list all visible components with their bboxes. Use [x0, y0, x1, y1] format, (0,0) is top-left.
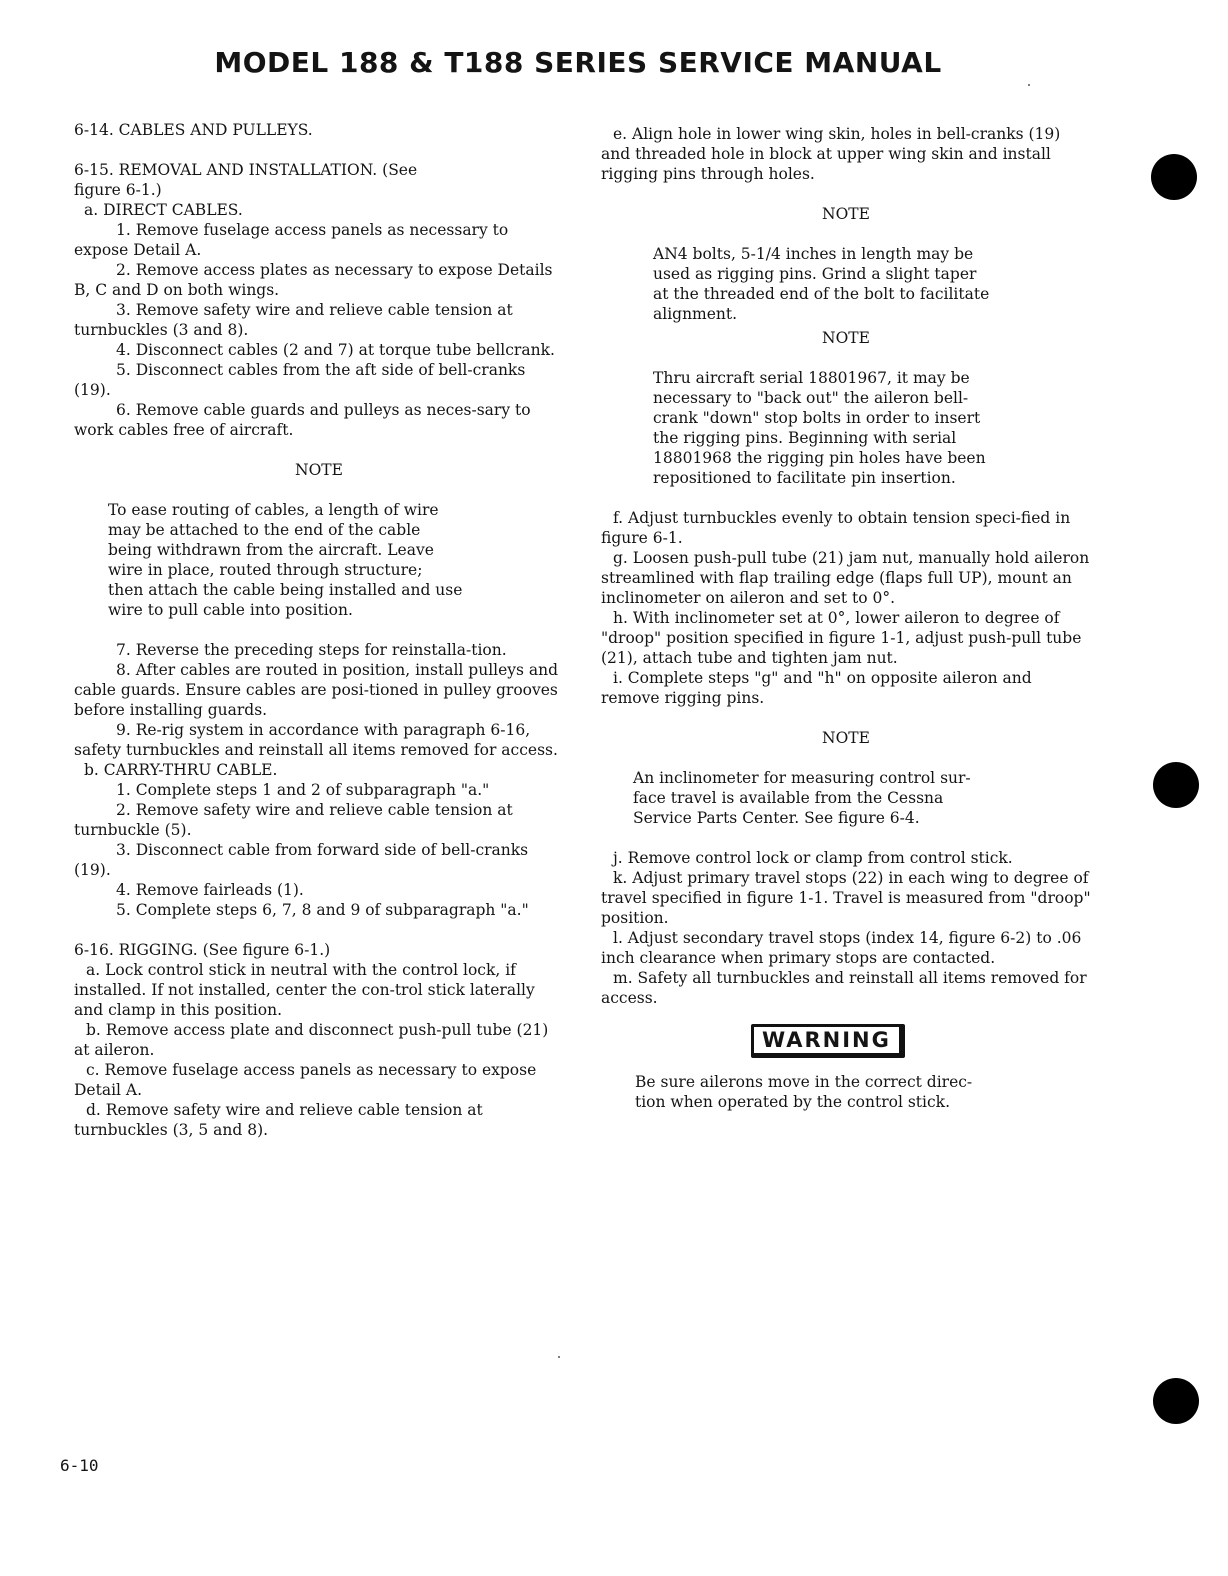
- warning-line: tion when operated by the control stick.: [635, 1093, 950, 1111]
- step-a5: 5. Disconnect cables from the aft side of bell-cranks (19).: [74, 361, 526, 399]
- rigging-step-e: e. Align hole in lower wing skin, holes in bell-cranks (19) and threaded hole in block at upper wing skin and install rigging pins through holes.: [601, 125, 1061, 183]
- note-body: [601, 244, 1091, 324]
- note-line: at the threaded end of the bolt to facilitate: [653, 285, 990, 303]
- left-column: [74, 120, 564, 1140]
- scan-speck: [558, 1356, 560, 1358]
- rigging-step-m: m. Safety all turnbuckles and reinstall all items removed for access.: [601, 969, 1087, 1007]
- note-line: AN4 bolts, 5-1/4 inches in length may be: [653, 245, 974, 263]
- note-line: wire to pull cable into position.: [108, 601, 353, 619]
- note-line: Thru aircraft serial 18801967, it may be: [653, 369, 970, 387]
- step-a1: 1. Remove fuselage access panels as necessary to expose Detail A.: [74, 221, 509, 259]
- rigging-step-c: c. Remove fuselage access panels as necessary to expose Detail A.: [74, 1061, 537, 1099]
- step-b4: 4. Remove fairleads (1).: [116, 881, 304, 899]
- note-label: NOTE: [822, 205, 870, 223]
- note-line: being withdrawn from the aircraft. Leave: [108, 541, 434, 559]
- step-a3: 3. Remove safety wire and relieve cable tension at turnbuckles (3 and 8).: [74, 301, 513, 339]
- section-heading-6-14: 6-14. CABLES AND PULLEYS.: [74, 121, 313, 139]
- rigging-step-a: a. Lock control stick in neutral with the control lock, if installed. If not installed, center the con-trol stick laterally and clamp in this position.: [74, 961, 535, 1019]
- binder-hole-icon: [1151, 154, 1197, 200]
- note-line: repositioned to facilitate pin insertion.: [653, 469, 956, 487]
- page-title: MODEL 188 & T188 SERIES SERVICE MANUAL: [214, 46, 942, 79]
- warning-badge: WARNING: [751, 1024, 905, 1058]
- step-a6: 6. Remove cable guards and pulleys as neces-sary to work cables free of aircraft.: [74, 401, 531, 439]
- rigging-step-b: b. Remove access plate and disconnect push-pull tube (21) at aileron.: [74, 1021, 549, 1059]
- step-a9: 9. Re-rig system in accordance with paragraph 6-16, safety turnbuckles and reinstall all items removed for access.: [74, 721, 558, 759]
- scan-speck: [1028, 84, 1030, 86]
- subsection-direct-cables: a. DIRECT CABLES.: [84, 201, 243, 219]
- note-line: wire in place, routed through structure;: [108, 561, 423, 579]
- section-heading-6-15-ref: figure 6-1.): [74, 181, 162, 199]
- rigging-step-h: h. With inclinometer set at 0°, lower aileron to degree of "droop" position specified in figure 1-1, adjust push-pull tube (21), attach tube and tighten jam nut.: [601, 609, 1082, 667]
- warning-text: [601, 1072, 1091, 1112]
- warning-line: Be sure ailerons move in the correct direc-: [635, 1073, 973, 1091]
- note-line: then attach the cable being installed and use: [108, 581, 463, 599]
- rigging-step-g: g. Loosen push-pull tube (21) jam nut, manually hold aileron streamlined with flap trailing edge (flaps full UP), mount an inclinometer on aileron and set to 0°.: [601, 549, 1090, 607]
- note-line: the rigging pins. Beginning with serial: [653, 429, 957, 447]
- step-b3: 3. Disconnect cable from forward side of bell-cranks (19).: [74, 841, 529, 879]
- step-a4: 4. Disconnect cables (2 and 7) at torque tube bellcrank.: [116, 341, 555, 359]
- rigging-step-f: f. Adjust turnbuckles evenly to obtain tension speci-fied in figure 6-1.: [601, 509, 1071, 547]
- section-heading-6-16: 6-16. RIGGING. (See figure 6-1.): [74, 941, 331, 959]
- note-line: necessary to "back out" the aileron bell-: [653, 389, 969, 407]
- step-b2: 2. Remove safety wire and relieve cable tension at turnbuckle (5).: [74, 801, 513, 839]
- step-b5: 5. Complete steps 6, 7, 8 and 9 of subparagraph "a.": [116, 901, 529, 919]
- rigging-step-l: l. Adjust secondary travel stops (index 14, figure 6-2) to .06 inch clearance when primary stops are contacted.: [601, 929, 1082, 967]
- note-body: [74, 500, 564, 620]
- binder-hole-icon: [1153, 1378, 1199, 1424]
- subsection-carry-thru-cable: b. CARRY-THRU CABLE.: [84, 761, 278, 779]
- note-line: alignment.: [653, 305, 738, 323]
- step-b1: 1. Complete steps 1 and 2 of subparagraph "a.": [116, 781, 490, 799]
- note-label: NOTE: [822, 729, 870, 747]
- rigging-step-j: j. Remove control lock or clamp from control stick.: [613, 849, 1013, 867]
- step-a8: 8. After cables are routed in position, install pulleys and cable guards. Ensure cables are posi-tioned in pulley grooves before installing guards.: [74, 661, 559, 719]
- note-line: An inclinometer for measuring control sur-: [633, 769, 971, 787]
- rigging-step-d: d. Remove safety wire and relieve cable tension at turnbuckles (3, 5 and 8).: [74, 1101, 483, 1139]
- section-heading-6-15: 6-15. REMOVAL AND INSTALLATION. (See: [74, 161, 418, 179]
- note-line: 18801968 the rigging pin holes have been: [653, 449, 986, 467]
- page-number: 6-10: [60, 1456, 99, 1475]
- note-body: [601, 368, 1091, 488]
- note-label: NOTE: [822, 329, 870, 347]
- note-body: [601, 768, 1091, 828]
- step-a2: 2. Remove access plates as necessary to expose Details B, C and D on both wings.: [74, 261, 553, 299]
- note-label: NOTE: [295, 461, 343, 479]
- note-line: used as rigging pins. Grind a slight taper: [653, 265, 977, 283]
- note-line: crank "down" stop bolts in order to insert: [653, 409, 981, 427]
- rigging-step-k: k. Adjust primary travel stops (22) in each wing to degree of travel specified in figure 1-1. Travel is measured from "droop" position.: [601, 869, 1091, 927]
- warning-block: [601, 1024, 1091, 1058]
- note-line: may be attached to the end of the cable: [108, 521, 421, 539]
- note-line: Service Parts Center. See figure 6-4.: [633, 809, 920, 827]
- binder-hole-icon: [1153, 762, 1199, 808]
- step-a7: 7. Reverse the preceding steps for reinstalla-tion.: [116, 641, 507, 659]
- note-line: face travel is available from the Cessna: [633, 789, 944, 807]
- note-line: To ease routing of cables, a length of wire: [108, 501, 439, 519]
- rigging-step-i: i. Complete steps "g" and "h" on opposite aileron and remove rigging pins.: [601, 669, 1032, 707]
- right-column: [601, 124, 1091, 1112]
